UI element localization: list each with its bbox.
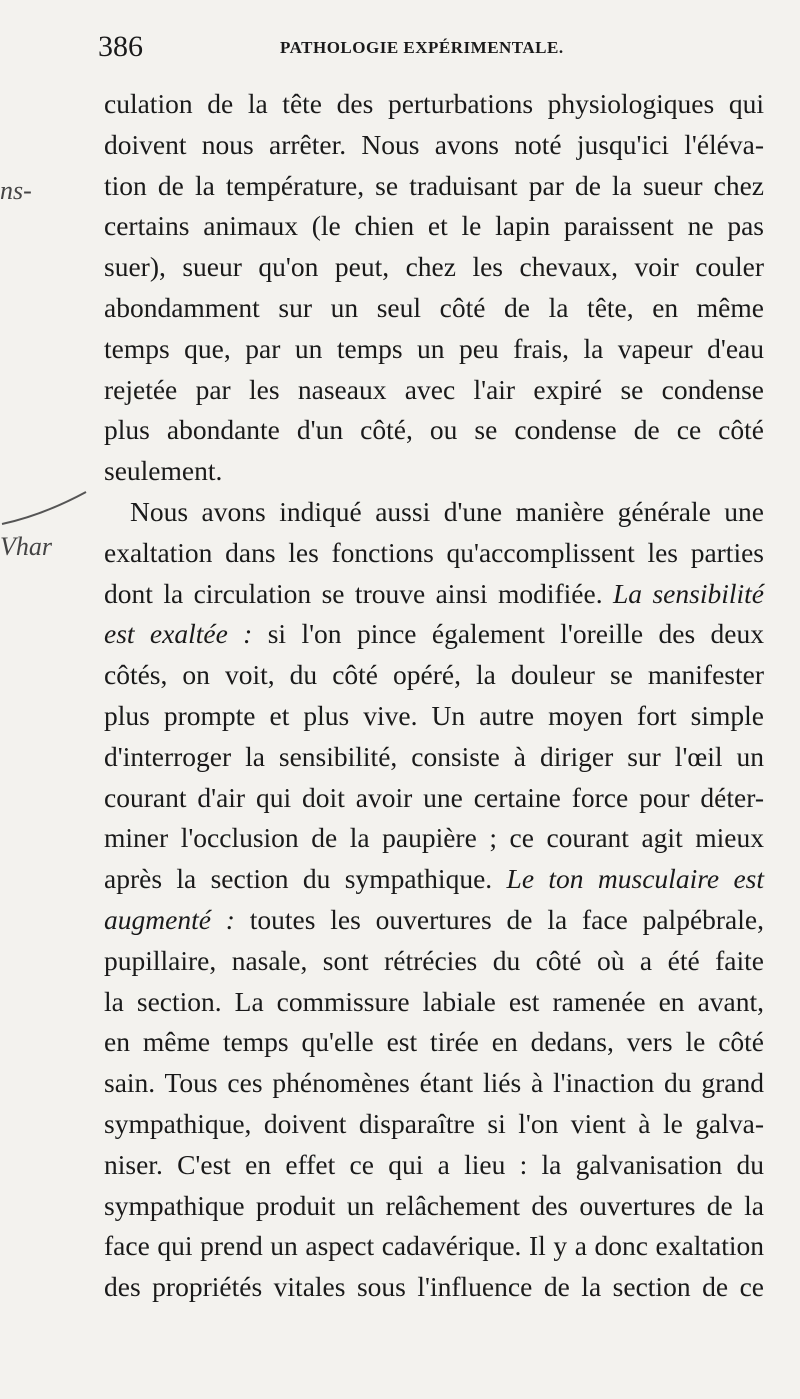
text-run: toutes les ouvertures de la face palpébrale, [234,903,764,935]
text-line: côtés, on voit, du côté opéré, la douleur se manifester [104,659,764,691]
text-run: si l'on pince également l'oreille des deux [252,618,764,650]
running-head: PATHOLOGIE EXPÉRIMENTALE. [280,38,564,57]
paragraph [104,84,764,492]
text-line: face qui prend un aspect cadavérique. Il y a donc exaltation [104,1230,764,1262]
italic-run: augmenté : [104,903,235,935]
margin-note: Vhar [0,532,52,561]
text-line: suer), sueur qu'on peut, chez les chevaux, voir couler [104,251,764,283]
text-line: niser. C'est en effet ce qui a lieu : la galvanisation du [104,1148,764,1180]
text-line: pupillaire, nasale, sont rétrécies du côté où a été faite [104,944,764,976]
text-line: sympathique produit un relâchement des ouvertures de la [104,1189,764,1221]
margin-note: ns- [0,176,32,205]
body-text [104,84,764,1308]
text-line: abondamment sur un seul côté de la tête, en même [104,291,764,323]
text-line [104,859,764,900]
text-line: certains animaux (le chien et le lapin paraissent ne pas [104,210,764,242]
text-line: courant d'air qui doit avoir une certaine force pour déter- [104,781,764,813]
italic-run: La sensibilité [613,577,765,609]
text-line: culation de la tête des perturbations physiologiques qui [104,88,764,119]
paragraph [104,492,764,1308]
text-run: après la section du sympathique. [104,863,507,895]
text-line: miner l'occlusion de la paupière ; ce courant agit mieux [104,822,764,854]
text-line: plus abondante d'un côté, ou se condense de ce côté [104,414,764,446]
text-line: tion de la température, se traduisant par de la sueur chez [104,169,764,201]
text-line: seulement. [104,455,223,487]
text-line: la section. La commissure labiale est ramenée en avant, [104,985,764,1017]
italic-run: Le ton musculaire est [506,863,765,895]
text-line: exaltation dans les fonctions qu'accomplissent les parties [104,536,764,568]
text-line: doivent nous arrêter. Nous avons noté jusqu'ici l'éléva- [104,128,764,160]
page-header [98,30,578,70]
text-line: Nous avons indiqué aussi d'une manière générale une [130,495,764,527]
text-line: temps que, par un temps un peu frais, la vapeur d'eau [104,332,764,364]
text-line [104,614,764,655]
text-line [104,574,764,615]
text-run: dont la circulation se trouve ainsi modifiée. [104,577,614,609]
text-line: rejetée par les naseaux avec l'air expiré se condense [104,373,764,405]
text-line: en même temps qu'elle est tirée en dedans, vers le côté [104,1026,764,1058]
text-line: d'interroger la sensibilité, consiste à diriger sur l'œil un [104,740,764,772]
italic-run: est exaltée : [104,618,253,650]
text-line: des propriétés vitales sous l'influence de la section de ce [104,1271,764,1303]
text-line: sain. Tous ces phénomènes étant liés à l'inaction du grand [104,1067,764,1099]
margin-stroke [0,488,90,528]
text-line [104,900,764,941]
page-number: 386 [98,30,143,63]
text-line: sympathique, doivent disparaître si l'on vient à le galva- [104,1107,764,1139]
text-line: plus prompte et plus vive. Un autre moyen fort simple [104,699,764,731]
